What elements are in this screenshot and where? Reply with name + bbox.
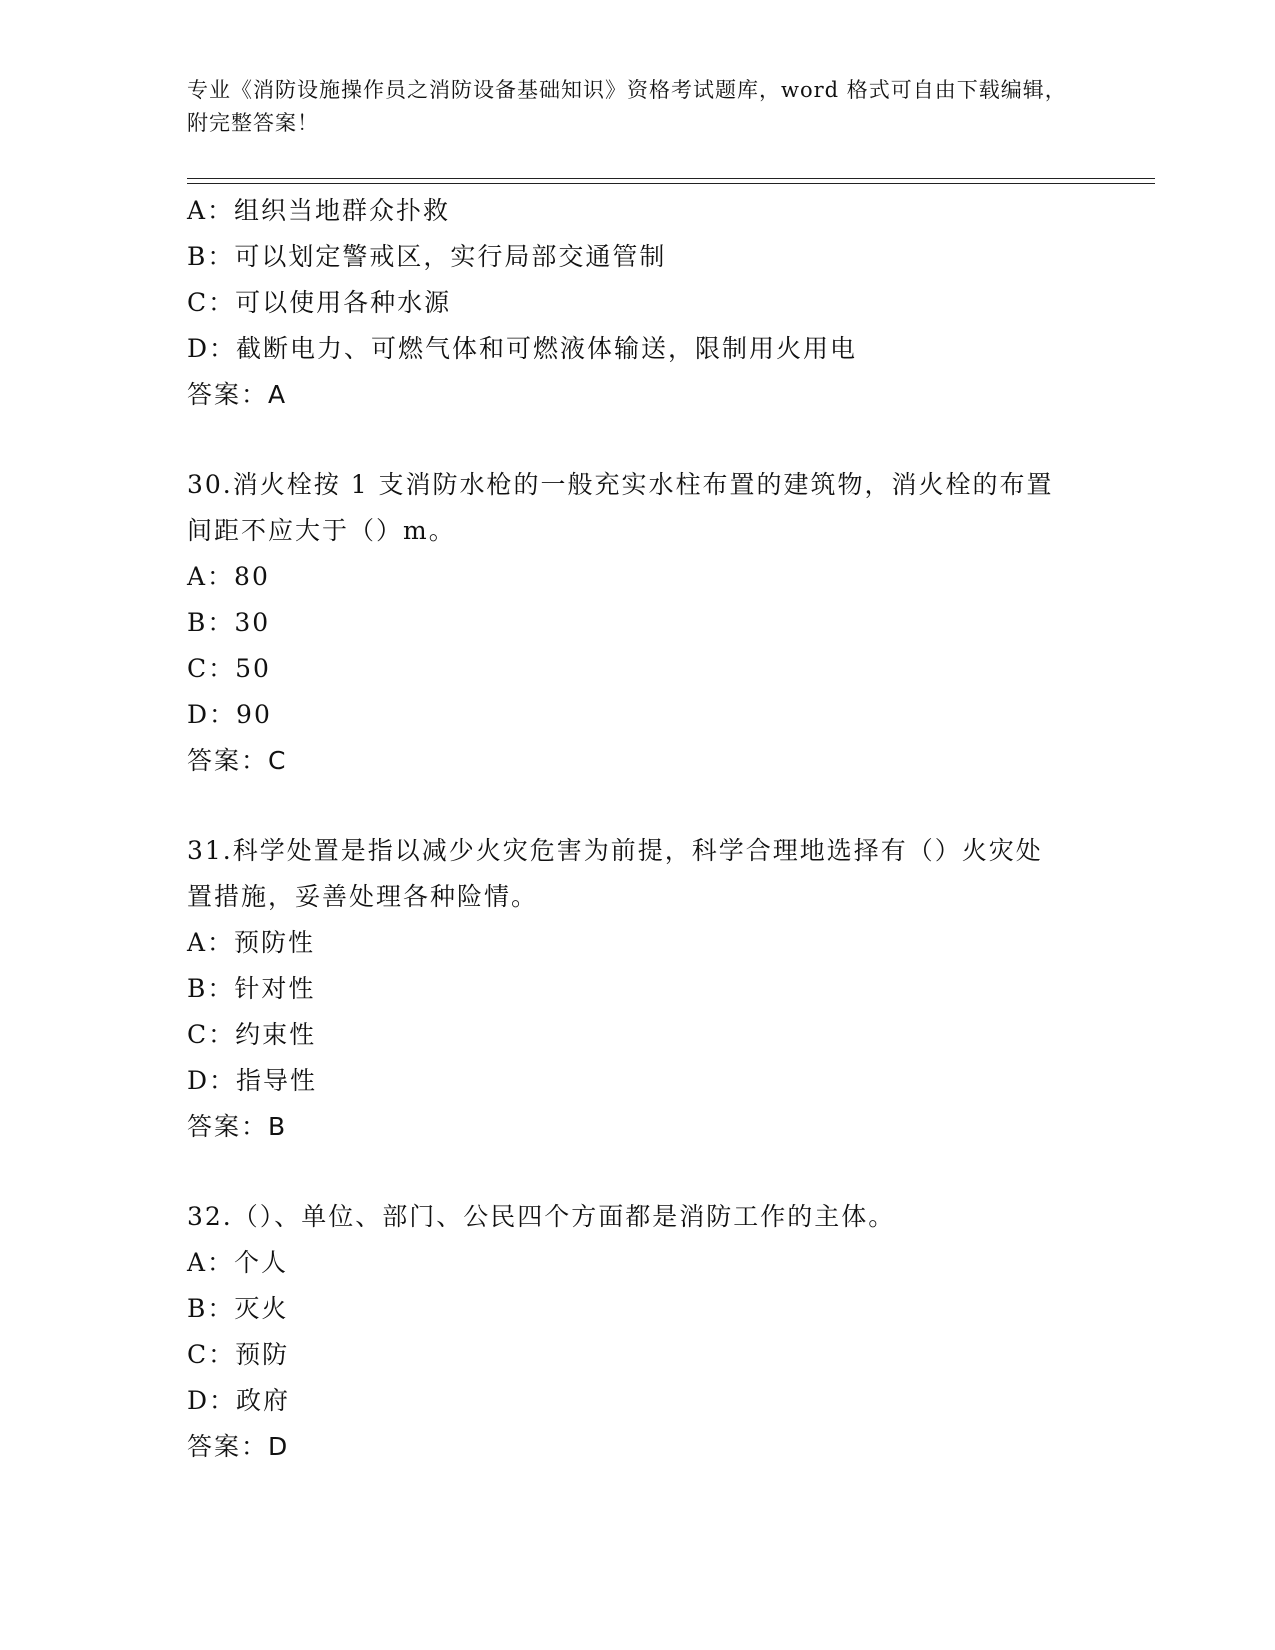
answer-line: 答案：C xyxy=(187,746,288,775)
header-divider-bottom xyxy=(187,183,1155,184)
option-c: C：约束性 xyxy=(187,1020,317,1049)
option-b: B：针对性 xyxy=(187,974,316,1003)
answer-line: 答案：D xyxy=(187,1432,290,1461)
option-b: B：灭火 xyxy=(187,1294,289,1323)
answer-line: 答案：B xyxy=(187,1112,288,1141)
option-a: A：个人 xyxy=(187,1248,289,1277)
option-c: C：50 xyxy=(187,654,271,683)
option-d: D：90 xyxy=(187,700,272,729)
question-32 xyxy=(187,1194,1087,1470)
option-a: A：预防性 xyxy=(187,928,316,957)
question-30 xyxy=(187,462,1087,784)
option-b: B：30 xyxy=(187,608,271,637)
option-a: A：组织当地群众扑救 xyxy=(187,196,451,225)
question-stem: 31.科学处置是指以减少火灾危害为前提，科学合理地选择有（）火灾处置措施，妥善处理各种险情。 xyxy=(187,836,1043,911)
option-d: D：政府 xyxy=(187,1386,291,1415)
document-header: 专业《消防设施操作员之消防设备基础知识》资格考试题库，word 格式可自由下载编辑，附完整答案！ xyxy=(187,78,1067,135)
partial-question xyxy=(187,188,1087,418)
option-b: B：可以划定警戒区，实行局部交通管制 xyxy=(187,242,667,271)
question-stem: 30.消火栓按 1 支消防水枪的一般充实水柱布置的建筑物，消火栓的布置间距不应大于（）m。 xyxy=(187,470,1054,545)
question-list xyxy=(187,188,1087,1470)
answer-line: 答案：A xyxy=(187,380,288,409)
question-31 xyxy=(187,828,1087,1150)
option-d: D：截断电力、可燃气体和可燃液体输送，限制用火用电 xyxy=(187,334,858,363)
question-stem: 32.（）、单位、部门、公民四个方面都是消防工作的主体。 xyxy=(187,1202,896,1231)
option-c: C：可以使用各种水源 xyxy=(187,288,452,317)
option-d: D：指导性 xyxy=(187,1066,318,1095)
option-a: A：80 xyxy=(187,562,270,591)
option-c: C：预防 xyxy=(187,1340,290,1369)
header-divider-top xyxy=(187,178,1155,179)
